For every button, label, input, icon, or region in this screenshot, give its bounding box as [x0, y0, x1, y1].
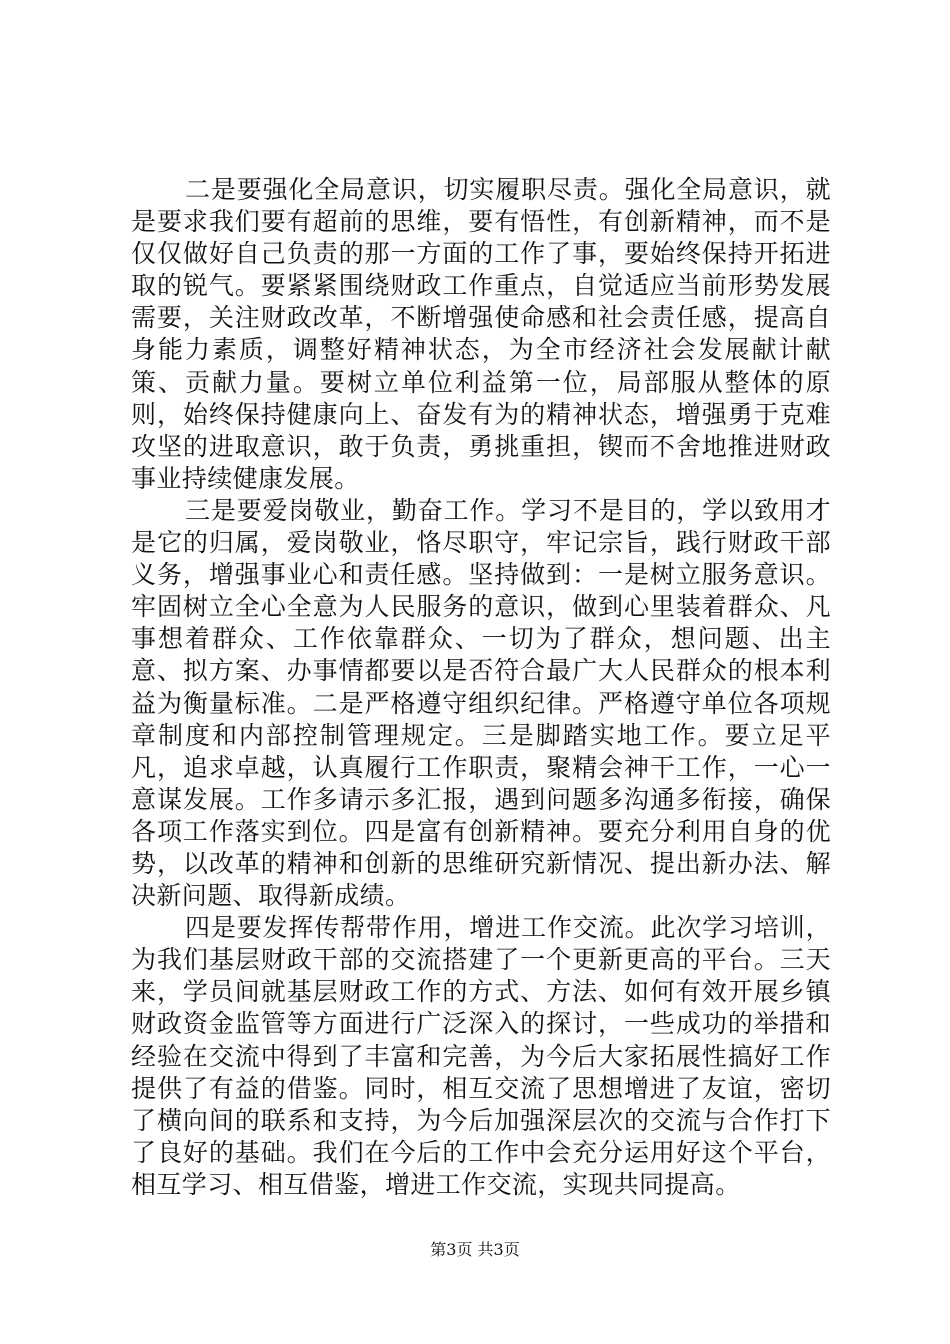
- document-body: [131, 174, 831, 1201]
- paragraph-4: 四是要发挥传帮带作用，增进工作交流。此次学习培训，为我们基层财政干部的交流搭建了一个更新更高的平台。三天来，学员间就基层财政工作的方式、方法、如何有效开展乡镇财政资金监管等方面进行广泛深入的探讨，一些成功的举措和经验在交流中得到了丰富和完善，为今后大家拓展性搞好工作提供了有益的借鉴。同时，相互交流了思想增进了友谊，密切了横向间的联系和支持，为今后加强深层次的交流与合作打下了良好的基础。我们在今后的工作中会充分运用好这个平台，相互学习、相互借鉴，增进工作交流，实现共同提高。: [131, 913, 831, 1199]
- paragraph-2: 二是要强化全局意识，切实履职尽责。强化全局意识，就是要求我们要有超前的思维，要有悟性，有创新精神，而不是仅仅做好自己负责的那一方面的工作了事，要始终保持开拓进取的锐气。要紧紧围绕财政工作重点，自觉适应当前形势发展需要，关注财政改革，不断增强使命感和社会责任感，提高自身能力素质，调整好精神状态，为全市经济社会发展献计献策、贡献力量。要树立单位利益第一位，局部服从整体的原则，始终保持健康向上、奋发有为的精神状态，增强勇于克难攻坚的进取意识，敢于负责，勇挑重担，锲而不舍地推进财政事业持续健康发展。: [131, 175, 831, 493]
- paragraph-3: 三是要爱岗敬业，勤奋工作。学习不是目的，学以致用才是它的归属，爱岗敬业，恪尽职守，牢记宗旨，践行财政干部义务，增强事业心和责任感。坚持做到：一是树立服务意识。牢固树立全心全意为人民服务的意识，做到心里装着群众、凡事想着群众、工作依靠群众、一切为了群众，想问题、出主意、拟方案、办事情都要以是否符合最广大人民群众的根本利益为衡量标准。二是严格遵守组织纪律。严格遵守单位各项规章制度和内部控制管理规定。三是脚踏实地工作。要立足平凡，追求卓越，认真履行工作职责，聚精会神干工作，一心一意谋发展。工作多请示多汇报，遇到问题多沟通多衔接，确保各项工作落实到位。四是富有创新精神。要充分利用自身的优势，以改革的精神和创新的思维研究新情况、提出新办法、解决新问题、取得新成绩。: [131, 495, 831, 911]
- page-footer: 第3页 共3页: [430, 1240, 520, 1259]
